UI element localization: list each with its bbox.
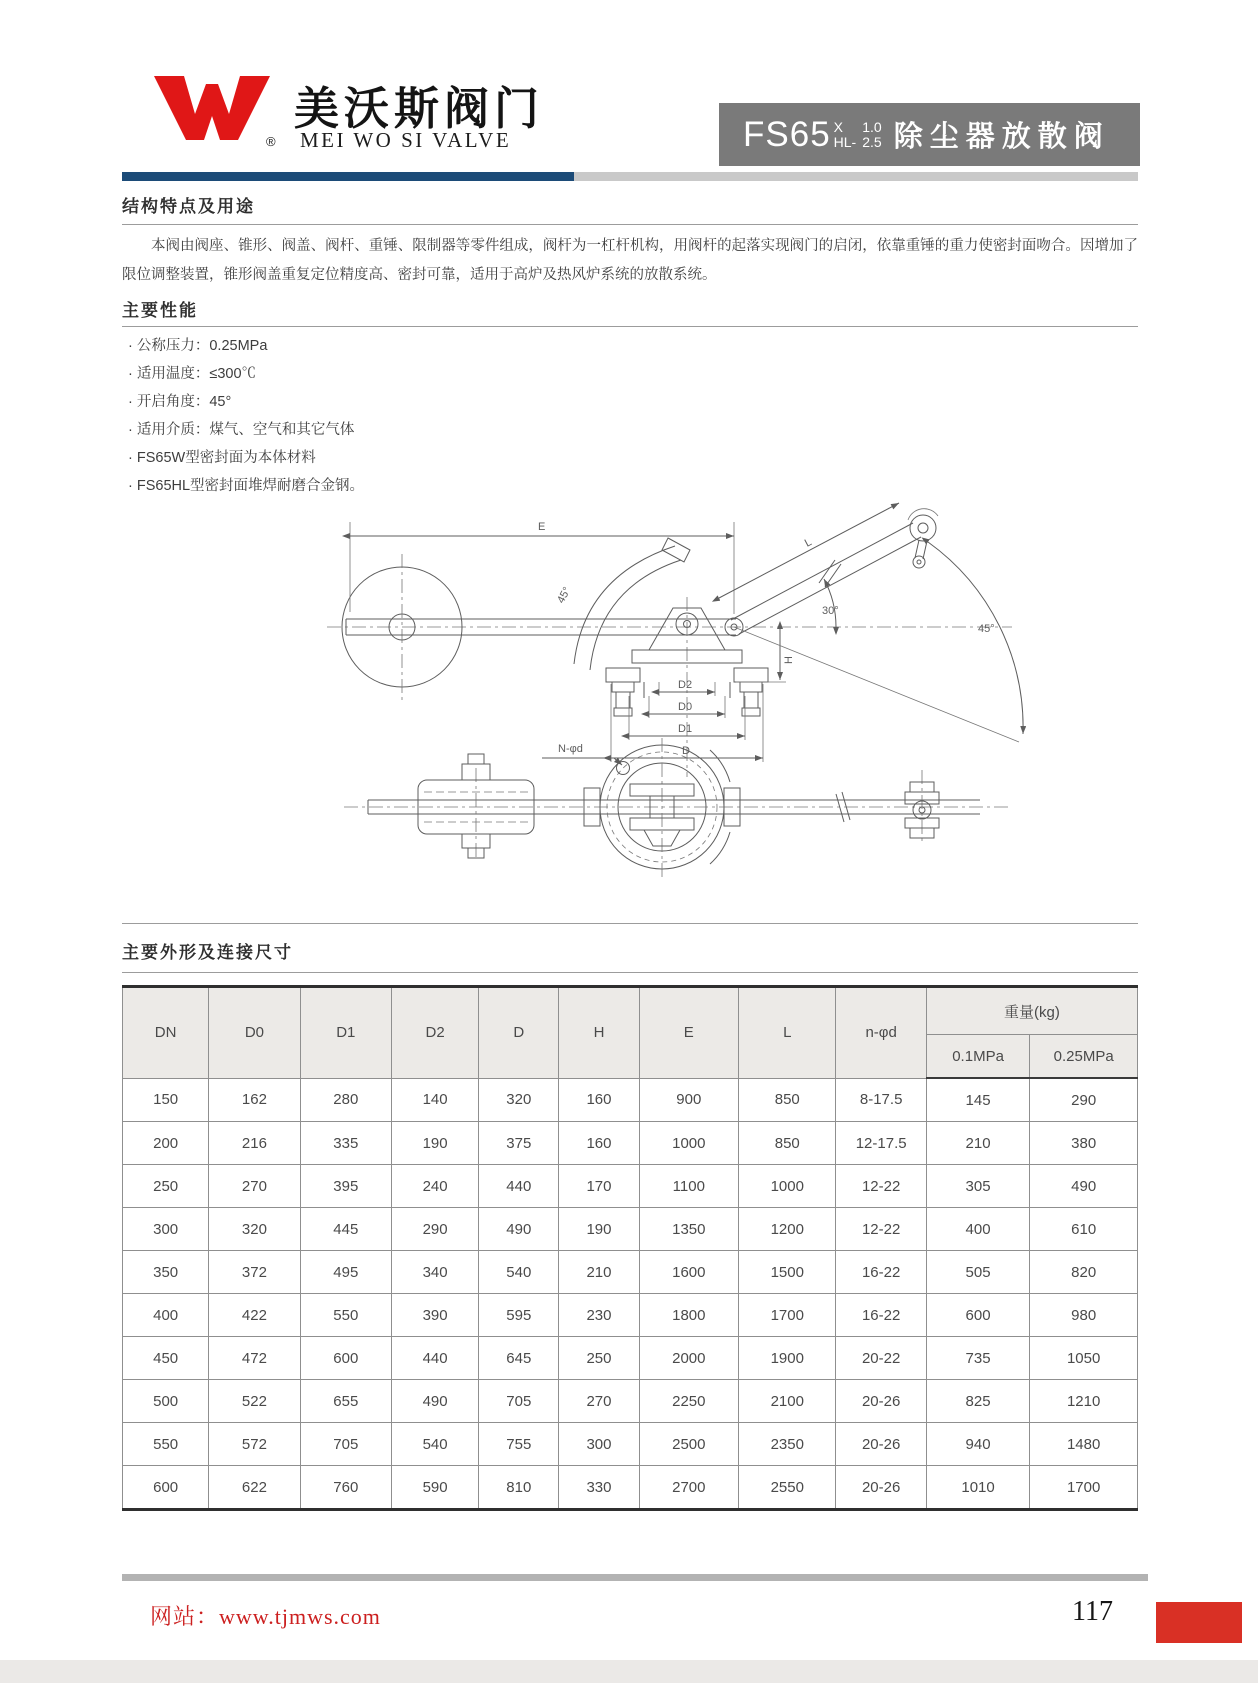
- table-cell: 2700: [639, 1466, 738, 1510]
- table-cell: 12-22: [836, 1165, 926, 1208]
- table-cell: 820: [1030, 1251, 1138, 1294]
- table-cell: 590: [391, 1466, 478, 1510]
- col-header-weight-01mpa: 0.1MPa: [926, 1035, 1030, 1079]
- table-cell: 290: [391, 1208, 478, 1251]
- table-cell: 150: [123, 1078, 209, 1122]
- table-cell: 380: [1030, 1122, 1138, 1165]
- table-cell: 300: [123, 1208, 209, 1251]
- table-cell: 2350: [739, 1423, 836, 1466]
- table-cell: 320: [479, 1078, 559, 1122]
- table-cell: 522: [209, 1380, 300, 1423]
- table-cell: 1050: [1030, 1337, 1138, 1380]
- table-cell: 600: [926, 1294, 1030, 1337]
- table-cell: 1010: [926, 1466, 1030, 1510]
- table-cell: 305: [926, 1165, 1030, 1208]
- table-cell: 20-22: [836, 1337, 926, 1380]
- table-row: [123, 1380, 1138, 1423]
- table-cell: 190: [559, 1208, 639, 1251]
- model-variant-bottom: HL-: [833, 133, 857, 150]
- table-cell: 655: [300, 1380, 391, 1423]
- table-cell: 375: [479, 1122, 559, 1165]
- table-cell: 1480: [1030, 1423, 1138, 1466]
- table-cell: 2250: [639, 1380, 738, 1423]
- table-cell: 450: [123, 1337, 209, 1380]
- features-paragraph: 本阀由阀座、锥形、阀盖、阀杆、重锤、限制器等零件组成，阀杆为一杠杆机构，用阀杆的起落实现阀门的启闭，依靠重锤的重力使密封面吻合。因增加了限位调整装置，锥形阀盖重复定位精度高、密封可靠，适用于高炉及热风炉系统的放散系统。: [122, 238, 1138, 283]
- table-cell: 400: [926, 1208, 1030, 1251]
- header-divider-blue: [122, 172, 574, 181]
- table-cell: 216: [209, 1122, 300, 1165]
- section-rule: [122, 972, 1138, 973]
- model-variant-top: X: [833, 118, 843, 135]
- table-cell: 240: [391, 1165, 478, 1208]
- table-cell: 495: [300, 1251, 391, 1294]
- table-cell: 140: [391, 1078, 478, 1122]
- header-divider-gray: [574, 172, 1138, 181]
- table-cell: 900: [639, 1078, 738, 1122]
- table-cell: 472: [209, 1337, 300, 1380]
- table-cell: 505: [926, 1251, 1030, 1294]
- table-cell: 335: [300, 1122, 391, 1165]
- dim-label-D0: D0: [678, 701, 693, 713]
- table-cell: 160: [559, 1078, 639, 1122]
- table-cell: 940: [926, 1423, 1030, 1466]
- table-cell: 350: [123, 1251, 209, 1294]
- table-cell: 1000: [639, 1122, 738, 1165]
- table-cell: 622: [209, 1466, 300, 1510]
- table-row: [123, 1122, 1138, 1165]
- footer-divider: [122, 1574, 1148, 1581]
- table-cell: 2000: [639, 1337, 738, 1380]
- model-pressure-stack: [862, 120, 881, 150]
- table-cell: 1600: [639, 1251, 738, 1294]
- table-cell: 645: [479, 1337, 559, 1380]
- table-row: [123, 1466, 1138, 1510]
- table-cell: 490: [391, 1380, 478, 1423]
- table-cell: 170: [559, 1165, 639, 1208]
- table-cell: 162: [209, 1078, 300, 1122]
- table-cell: 390: [391, 1294, 478, 1337]
- section-title-performance: 主要性能: [122, 301, 198, 320]
- list-item: · FS65W型密封面为本体材料: [128, 450, 316, 466]
- table-cell: 12-22: [836, 1208, 926, 1251]
- table-cell: 490: [479, 1208, 559, 1251]
- table-row: [123, 1251, 1138, 1294]
- table-cell: 440: [479, 1165, 559, 1208]
- table-cell: 372: [209, 1251, 300, 1294]
- list-item: · 公称压力：0.25MPa: [128, 338, 268, 354]
- section-rule: [122, 923, 1138, 924]
- bolt-callout-label: N-φd: [558, 743, 583, 755]
- table-cell: 145: [926, 1078, 1030, 1122]
- table-cell: 825: [926, 1380, 1030, 1423]
- performance-list: [128, 332, 1128, 500]
- table-cell: 300: [559, 1423, 639, 1466]
- table-cell: 330: [559, 1466, 639, 1510]
- table-cell: 422: [209, 1294, 300, 1337]
- table-cell: 735: [926, 1337, 1030, 1380]
- table-row: [123, 1337, 1138, 1380]
- technical-drawing: [122, 492, 1138, 900]
- table-row: [123, 1208, 1138, 1251]
- table-cell: 270: [209, 1165, 300, 1208]
- table-cell: 540: [479, 1251, 559, 1294]
- col-header-d: D: [479, 987, 559, 1079]
- footer-red-block: [1156, 1602, 1242, 1643]
- table-cell: 572: [209, 1423, 300, 1466]
- table-cell: 850: [739, 1078, 836, 1122]
- table-cell: 550: [300, 1294, 391, 1337]
- table-cell: 250: [559, 1337, 639, 1380]
- col-header-dn: DN: [123, 987, 209, 1079]
- table-cell: 760: [300, 1466, 391, 1510]
- table-cell: 1800: [639, 1294, 738, 1337]
- col-header-h: H: [559, 987, 639, 1079]
- table-cell: 12-17.5: [836, 1122, 926, 1165]
- table-cell: 2100: [739, 1380, 836, 1423]
- table-cell: 16-22: [836, 1294, 926, 1337]
- list-item: · FS65HL型密封面堆焊耐磨合金钢。: [128, 478, 365, 494]
- col-header-l: L: [739, 987, 836, 1079]
- table-cell: 500: [123, 1380, 209, 1423]
- table-cell: 250: [123, 1165, 209, 1208]
- angle-label-45-left: 45°: [555, 585, 574, 606]
- angle-label-45-right: 45°: [978, 623, 995, 635]
- table-cell: 20-26: [836, 1466, 926, 1510]
- col-header-nphid: n-φd: [836, 987, 926, 1079]
- table-cell: 210: [559, 1251, 639, 1294]
- col-header-d1: D1: [300, 987, 391, 1079]
- table-cell: 600: [300, 1337, 391, 1380]
- table-cell: 1700: [739, 1294, 836, 1337]
- list-item: · 开启角度：45°: [128, 394, 232, 410]
- table-cell: 200: [123, 1122, 209, 1165]
- table-header-row: [123, 987, 1138, 1035]
- table-row: [123, 1423, 1138, 1466]
- table-row: [123, 1078, 1138, 1122]
- table-cell: 1210: [1030, 1380, 1138, 1423]
- model-pressure-bottom: 2.5: [862, 133, 882, 150]
- table-cell: 270: [559, 1380, 639, 1423]
- table-cell: 755: [479, 1423, 559, 1466]
- brand-logo: [148, 66, 278, 150]
- table-cell: 210: [926, 1122, 1030, 1165]
- table-cell: 2500: [639, 1423, 738, 1466]
- table-cell: 705: [300, 1423, 391, 1466]
- table-cell: 280: [300, 1078, 391, 1122]
- table-cell: 340: [391, 1251, 478, 1294]
- model-variant-stack: [834, 120, 857, 150]
- table-cell: 160: [559, 1122, 639, 1165]
- table-cell: 16-22: [836, 1251, 926, 1294]
- list-item: · 适用介质：煤气、空气和其它气体: [128, 422, 355, 438]
- table-cell: 610: [1030, 1208, 1138, 1251]
- table-cell: 20-26: [836, 1380, 926, 1423]
- dim-label-E: E: [538, 521, 546, 533]
- table-cell: 1350: [639, 1208, 738, 1251]
- table-cell: 290: [1030, 1078, 1138, 1122]
- dim-label-D2: D2: [678, 679, 693, 691]
- brand-name-chinese: 美沃斯阀门: [294, 82, 545, 135]
- page-number: 117: [1072, 1596, 1113, 1627]
- col-header-d2: D2: [391, 987, 478, 1079]
- page-bottom-edge: [0, 1660, 1258, 1683]
- table-cell: 400: [123, 1294, 209, 1337]
- table-cell: 440: [391, 1337, 478, 1380]
- brand-name-english: MEI WO SI VALVE: [300, 128, 512, 152]
- table-cell: 1500: [739, 1251, 836, 1294]
- dim-label-D1: D1: [678, 723, 693, 735]
- website-link[interactable]: 网站：www.tjmws.com: [150, 1604, 381, 1629]
- table-cell: 810: [479, 1466, 559, 1510]
- table-cell: 320: [209, 1208, 300, 1251]
- dimensions-table: [122, 985, 1138, 1511]
- table-cell: 540: [391, 1423, 478, 1466]
- col-header-weight-group: 重量(kg): [926, 987, 1137, 1035]
- table-cell: 8-17.5: [836, 1078, 926, 1122]
- angle-label-30: 30°: [822, 605, 839, 617]
- logo-w-icon: [148, 66, 278, 150]
- table-cell: 20-26: [836, 1423, 926, 1466]
- list-item: · 适用温度：≤300℃: [128, 366, 257, 382]
- table-cell: 980: [1030, 1294, 1138, 1337]
- section-rule: [122, 326, 1138, 327]
- table-row: [123, 1294, 1138, 1337]
- col-header-d0: D0: [209, 987, 300, 1079]
- table-cell: 445: [300, 1208, 391, 1251]
- dimensions-table-body: [123, 1078, 1138, 1510]
- section-title-dimensions: 主要外形及连接尺寸: [122, 943, 293, 962]
- logo-reg-mark: ®: [266, 134, 276, 149]
- table-row: [123, 1165, 1138, 1208]
- dim-label-H: H: [783, 656, 795, 664]
- section-rule: [122, 224, 1138, 225]
- table-cell: 1200: [739, 1208, 836, 1251]
- table-cell: 1100: [639, 1165, 738, 1208]
- table-cell: 230: [559, 1294, 639, 1337]
- table-cell: 850: [739, 1122, 836, 1165]
- table-cell: 1700: [1030, 1466, 1138, 1510]
- table-cell: 395: [300, 1165, 391, 1208]
- dim-label-L: L: [802, 536, 814, 550]
- table-cell: 2550: [739, 1466, 836, 1510]
- table-cell: 1000: [739, 1165, 836, 1208]
- model-prefix: FS65: [743, 114, 831, 154]
- col-header-e: E: [639, 987, 738, 1079]
- table-cell: 490: [1030, 1165, 1138, 1208]
- table-cell: 190: [391, 1122, 478, 1165]
- model-banner: [719, 103, 1140, 166]
- product-name: 除尘器放散阀: [893, 121, 1110, 153]
- section-title-features: 结构特点及用途: [122, 197, 255, 216]
- dim-label-D: D: [682, 745, 690, 757]
- table-cell: 550: [123, 1423, 209, 1466]
- table-cell: 1900: [739, 1337, 836, 1380]
- col-header-weight-025mpa: 0.25MPa: [1030, 1035, 1138, 1079]
- table-cell: 595: [479, 1294, 559, 1337]
- model-pressure-top: 1.0: [862, 118, 882, 135]
- table-cell: 705: [479, 1380, 559, 1423]
- table-cell: 600: [123, 1466, 209, 1510]
